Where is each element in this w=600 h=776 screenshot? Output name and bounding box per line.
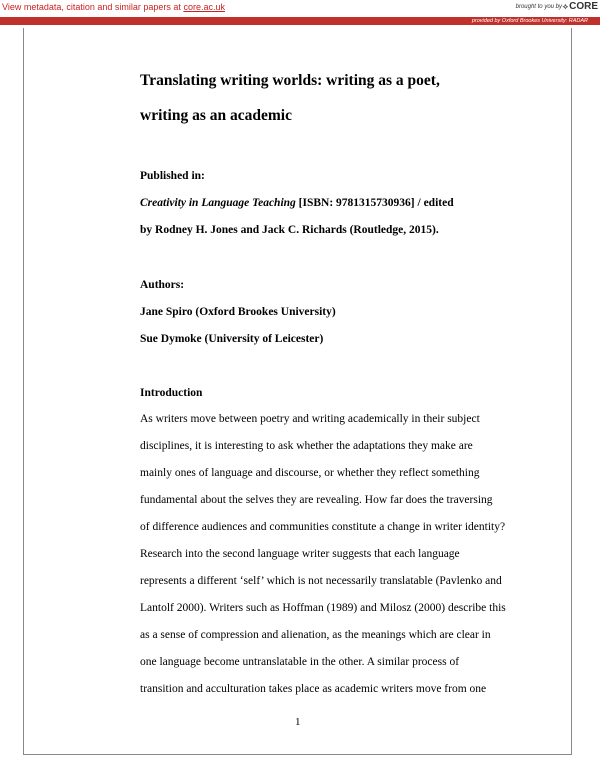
brought-to-you-by: brought to you by xyxy=(515,4,562,10)
intro-line: transition and acculturation takes place as academic writers move from one xyxy=(140,683,487,695)
intro-line: mainly ones of language and discourse, or whether they reflect something xyxy=(140,467,480,479)
page-frame xyxy=(23,28,572,755)
published-heading: Published in: xyxy=(140,170,205,182)
intro-line: represents a different ‘self’ which is not necessarily translatable (Pavlenko and xyxy=(140,575,502,587)
page-number: 1 xyxy=(295,716,301,728)
intro-line: Research into the second language writer suggests that each language xyxy=(140,548,460,560)
metadata-text: View metadata, citation and similar papers at xyxy=(2,2,184,12)
intro-line: as a sense of compression and alienation, as the meanings which are clear in xyxy=(140,629,491,641)
paper-title-line-1: Translating writing worlds: writing as a poet, xyxy=(140,72,440,89)
paper-title-line-2: writing as an academic xyxy=(140,107,292,124)
intro-line: one language become untranslatable in the other. A similar process of xyxy=(140,656,460,668)
provider-bar xyxy=(0,17,600,25)
author-1: Jane Spiro (Oxford Brookes University) xyxy=(140,306,336,318)
intro-line: disciplines, it is interesting to ask whether the adaptations they make are xyxy=(140,440,473,452)
intro-line: fundamental about the selves they are revealing. How far does the traversing xyxy=(140,494,493,506)
publication-line xyxy=(140,197,454,209)
metadata-link[interactable] xyxy=(2,2,225,12)
intro-line: As writers move between poetry and writing academically in their subject xyxy=(140,413,480,425)
provided-by-text[interactable]: provided by Oxford Brookes University: RADAR xyxy=(471,18,588,24)
editors-line: by Rodney H. Jones and Jack C. Richards (Routledge, 2015). xyxy=(140,224,439,236)
core-swirl-icon: ⟡ xyxy=(562,2,569,11)
core-header-bar xyxy=(0,0,600,28)
core-site-link[interactable]: core.ac.uk xyxy=(183,2,225,12)
intro-line: Lantolf 2000). Writers such as Hoffman (1989) and Milosz (2000) describe this xyxy=(140,602,506,614)
core-logo[interactable] xyxy=(563,1,598,12)
core-logo-text: CORE xyxy=(569,1,598,12)
book-title: Creativity in Language Teaching xyxy=(140,197,296,209)
introduction-heading: Introduction xyxy=(140,387,203,399)
isbn-text: [ISBN: 9781315730936] / edited xyxy=(295,197,454,209)
intro-line: of difference audiences and communities constitute a change in writer identity? xyxy=(140,521,506,533)
author-2: Sue Dymoke (University of Leicester) xyxy=(140,333,324,345)
authors-heading: Authors: xyxy=(140,279,185,291)
